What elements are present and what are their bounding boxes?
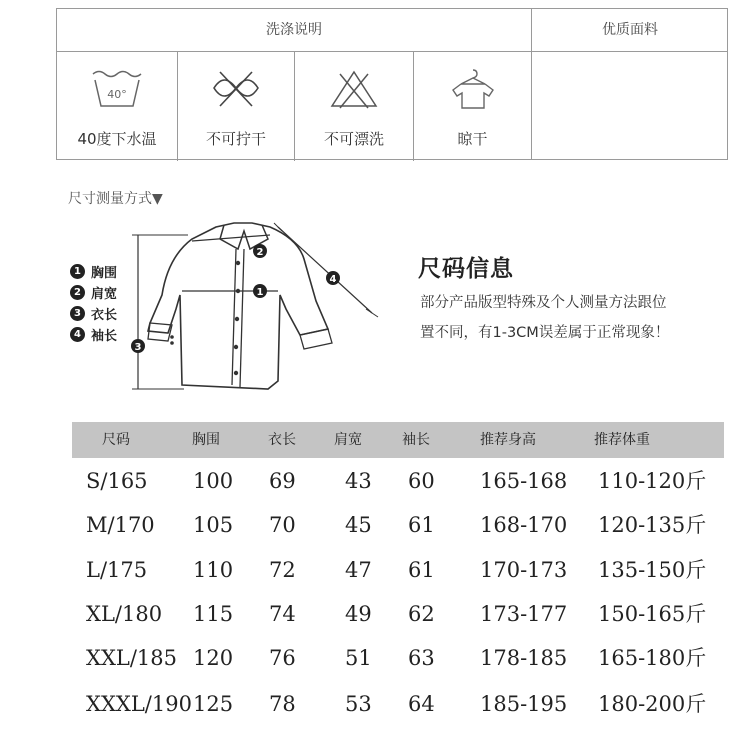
svg-text:4: 4 — [329, 274, 337, 285]
cell-length: 69 — [269, 469, 296, 493]
column-header-weight: 推荐体重 — [594, 432, 650, 448]
cell-sleeve: 60 — [408, 469, 435, 493]
wash-40-icon — [89, 66, 145, 112]
care-label: 不可拧干 — [205, 130, 266, 148]
legend-label: 袖长 — [91, 329, 118, 344]
care-item-bleach — [295, 52, 413, 160]
column-header-chest: 胸围 — [192, 432, 220, 448]
care-instructions-table — [56, 8, 728, 160]
no-bleach-icon — [326, 66, 382, 112]
cell-chest: 115 — [193, 602, 234, 626]
cell-chest: 120 — [193, 646, 234, 670]
cell-size: S/165 — [86, 469, 148, 493]
column-header-length: 衣长 — [268, 432, 296, 448]
cell-shoulder: 49 — [345, 602, 372, 626]
hang-dry-icon — [445, 66, 501, 112]
legend-label: 胸围 — [91, 266, 118, 281]
size-table-header — [72, 422, 724, 458]
cell-shoulder: 53 — [345, 692, 372, 716]
marker-3 — [131, 339, 145, 353]
cell-size: M/170 — [86, 513, 155, 537]
svg-text:3: 3 — [134, 342, 142, 353]
legend-item-chest — [70, 262, 117, 281]
column-header-size: 尺码 — [102, 432, 130, 448]
cell-length: 74 — [269, 602, 296, 626]
legend-number: 4 — [70, 327, 85, 342]
cell-height: 170-173 — [480, 558, 568, 582]
marker-2 — [253, 244, 267, 258]
care-header-wash: 洗涤说明 — [266, 22, 322, 38]
cell-length: 72 — [269, 558, 296, 582]
cell-height: 165-168 — [480, 469, 568, 493]
legend-label: 肩宽 — [91, 287, 118, 302]
cell-sleeve: 61 — [408, 513, 435, 537]
cell-shoulder: 51 — [345, 646, 372, 670]
cell-weight: 150-165斤 — [598, 602, 707, 626]
legend-number: 3 — [70, 306, 85, 321]
cell-length: 70 — [269, 513, 296, 537]
no-wring-icon — [208, 66, 264, 112]
size-info-title: 尺码信息 — [418, 256, 514, 282]
svg-text:40°: 40° — [107, 88, 127, 101]
cell-size: L/175 — [86, 558, 148, 582]
svg-text:1: 1 — [256, 287, 264, 298]
cell-size: XXL/185 — [86, 646, 178, 670]
cell-height: 168-170 — [480, 513, 568, 537]
table-row — [0, 459, 750, 503]
care-item-wash — [57, 52, 177, 160]
cell-height: 173-177 — [480, 602, 568, 626]
measure-title: 尺寸测量方式▼ — [68, 191, 163, 207]
cell-length: 76 — [269, 646, 296, 670]
cell-sleeve: 63 — [408, 646, 435, 670]
marker-4 — [326, 271, 340, 285]
size-info-note — [420, 288, 730, 348]
marker-1 — [253, 284, 267, 298]
cell-shoulder: 47 — [345, 558, 372, 582]
legend-item-length — [70, 304, 117, 323]
column-header-height: 推荐身高 — [480, 432, 536, 448]
care-label: 不可漂洗 — [323, 130, 384, 148]
cell-sleeve: 62 — [408, 602, 435, 626]
cell-chest: 100 — [193, 469, 234, 493]
table-row — [0, 636, 750, 680]
cell-sleeve: 64 — [408, 692, 435, 716]
cell-weight: 135-150斤 — [598, 558, 707, 582]
cell-size: XXXL/190 — [86, 692, 192, 716]
note-line: 部分产品版型特殊及个人测量方法跟位 — [420, 295, 667, 311]
note-line: 置不同，有1-3CM误差属于正常现象！ — [420, 325, 670, 341]
cell-weight: 120-135斤 — [598, 513, 707, 537]
table-row — [0, 682, 750, 726]
cell-sleeve: 61 — [408, 558, 435, 582]
legend-number: 1 — [70, 264, 85, 279]
cell-chest: 110 — [193, 558, 234, 582]
legend-item-sleeve — [70, 325, 117, 344]
cell-weight: 180-200斤 — [598, 692, 707, 716]
column-header-shoulder: 肩宽 — [334, 432, 362, 448]
cell-weight: 165-180斤 — [598, 646, 707, 670]
table-row — [0, 503, 750, 547]
cell-size: XL/180 — [86, 602, 163, 626]
column-header-sleeve: 袖长 — [402, 432, 430, 448]
cell-length: 78 — [269, 692, 296, 716]
care-item-wring — [178, 52, 294, 160]
care-header-fabric: 优质面料 — [602, 22, 658, 38]
cell-chest: 105 — [193, 513, 234, 537]
care-item-dry — [414, 52, 531, 160]
cell-shoulder: 45 — [345, 513, 372, 537]
cell-chest: 125 — [193, 692, 234, 716]
care-label: 晾干 — [457, 130, 488, 148]
cell-height: 185-195 — [480, 692, 568, 716]
cell-height: 178-185 — [480, 646, 568, 670]
shirt-diagram — [128, 205, 398, 400]
svg-text:2: 2 — [256, 247, 264, 258]
table-row — [0, 548, 750, 592]
table-row — [0, 592, 750, 636]
legend-label: 衣长 — [91, 308, 118, 323]
legend-number: 2 — [70, 285, 85, 300]
cell-weight: 110-120斤 — [598, 469, 707, 493]
legend-item-shoulder — [70, 283, 117, 302]
cell-shoulder: 43 — [345, 469, 372, 493]
care-label: 40度下水温 — [77, 130, 157, 148]
